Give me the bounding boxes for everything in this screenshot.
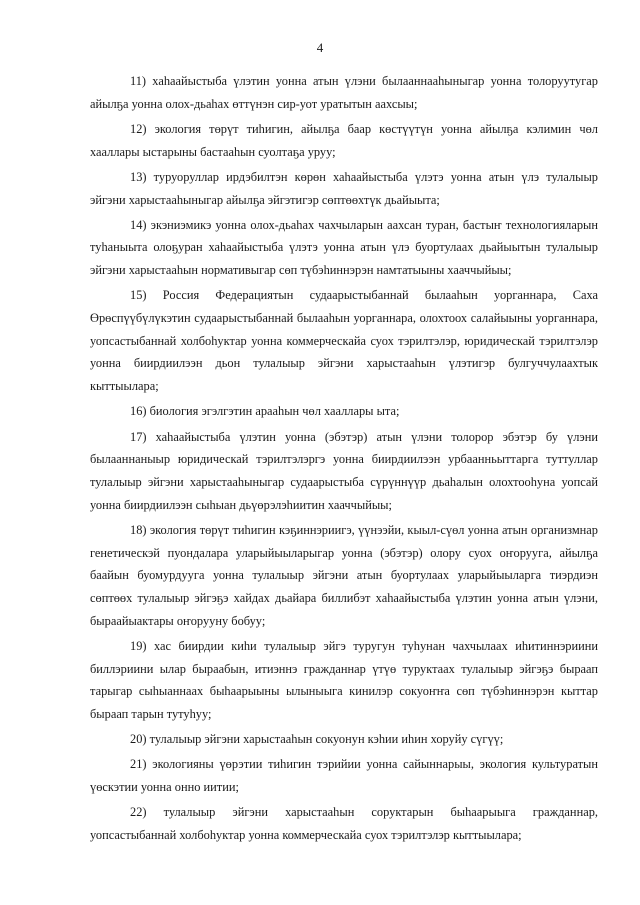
paragraph-12: 12) экология төрүт тиһигин, айылҕа баар көстүүтүн уонна айылҕа кэлимин чөл хааллары ыстарыны бастааһын суолтаҕа уруу; (90, 121, 598, 159)
paragraph-11: 11) хаһаайыстыба үлэтин уонна атын үлэни былааннааһыныгар уонна толоруутугар айылҕа уонна олох-дьаһах өттүнэн сир-уот уратытын аахсыы; (90, 74, 598, 111)
paragraph-13: 13) туруоруллар ирдэбилтэн көрөн хаһаайыстыба үлэтэ уонна атын үлэ тулалыыр эйгэни харыстааһыныгар айылҕа эйгэтигэр сөптөөхтүк дьайыыта; (90, 169, 598, 207)
paragraph-19: 19) хас биирдии киһи тулалыыр эйгэ туругун туһунан чахчылаах иһитиннэриини биллэриини ылар быраабын, итиэннэ гражданнар үтүө туруктаах тулалыыр эйгэҕэ быраап тарыгар сыһыаннаах быһаарыыны ылыныыга кинилэр сокуоҥҥа сөп түбэһиннэрэн кыттар быраап тарын тутуһуу; (90, 638, 598, 721)
body-text (90, 70, 598, 849)
paragraph-22: 22) тулалыыр эйгэни харыстааһын соруктарын быһаарыыга гражданнар, уопсастыбаннай холбоһуктар уонна коммерческайа суох тэрилтэлэр кыттыылара; (90, 805, 598, 842)
paragraph-18: 18) экология төрүт тиһигин кэҕиннэриигэ, үүнээйи, кыыл-сүөл уонна атын организмнар генетическэй пуондалара уларыйыыларыгар уонна (эбэтэр) олору суох оҥорууга, айылҕа баайын буомурдууга уонна тулалыыр эйгэни атын буортулаах уларыйыыларга тиэрдиэн сөптөөх тулалыыр эйгэҕэ хайдах дьайара биллибэт хаһаайыстыба үлэтин уонна атын үлэни, быраайыактары оҥорууну бобуу; (90, 522, 598, 628)
paragraph-20: 20) тулалыыр эйгэни харыстааһын сокуонун кэһии иһин хоруйу сүгүү; (130, 732, 504, 747)
paragraph-21: 21) экологияны үөрэтии тиһигин тэрийии уонна сайыннарыы, экология культуратын үөскэтии уонна онно иитии; (90, 757, 598, 795)
paragraph-17: 17) хаһаайыстыба үлэтин уонна (эбэтэр) атын үлэни толорор эбэтэр бу үлэни былааннаныыр юридическай тэрилтэлэргэ уонна биирдиилээн урбаанньыттарга туттуллар тулалыыр эйгэни харыстааһыныгар судаарыстыба сүрүннүүр дьаһалын олохтооһуна уопсай уонна биирдиилээн сыһыан дьүөрэлэһиитин хааччыйыы; (90, 429, 598, 512)
paragraph-15: 15) Россия Федерациятын судаарыстыбаннай былааһын уорганнара, Саха Өрөспүүбүлүкэтин судаарыстыбаннай былааһын уорганнара, олохтоох салайыыны уорганнара, уопсастыбаннай холбоһуктар уонна коммерческайа суох тэрилтэлэр, юридическай тэрилтэлэр уонна биирдиилээн дьон тулалыыр эйгэни харыстааһын үлэтигэр булгуччулаахтык кыттыылара; (90, 288, 598, 394)
paragraph-14: 14) экэниэмикэ уонна олох-дьаһах чахчыларын аахсан туран, бастыҥ технологияларын туһаныыта олоҕуран хаһаайыстыба үлэтэ уонна атын үлэ буортулаах дьайыытын тулалыыр эйгэни харыстааһын нормативыгар сөп түбэһиннэрэн намтатыыны хааччыйыы; (90, 217, 598, 278)
paragraph-16: 16) биология эгэлгэтин арааһын чөл хааллары ыта; (130, 404, 400, 419)
page-number: 4 (316, 40, 324, 55)
